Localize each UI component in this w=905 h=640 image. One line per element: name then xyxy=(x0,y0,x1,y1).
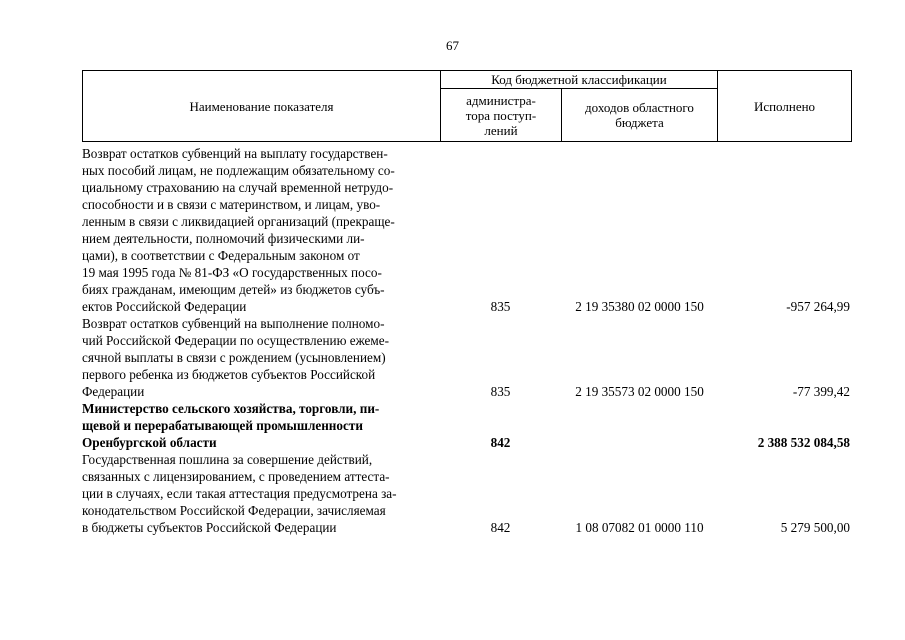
row-executed-amount: -77 399,42 xyxy=(792,384,850,399)
row-indicator-name: Возврат остатков субвенций на выплату государствен- ных пособий лицам, не подлежащим обязательному со- циальному страхованию на случай временной нетрудо- способности и в связи с материнством, и лицам, уво- ленным в связи с ликвидацией организаций (прекраще- нием деятельности, полномочий физическими ли- цами), в соответствии с Федеральным законом от 19 мая 1995 года № 81-ФЗ «О государственных посо- биях гражданам, имеющим детей» из бюджетов субъ- ектов Российской Федерации xyxy=(82,146,395,314)
row-administrator-code: 835 xyxy=(490,384,511,399)
page-number: 67 xyxy=(446,38,459,53)
table-row xyxy=(82,315,852,400)
table-row xyxy=(82,451,852,536)
header-executed: Исполнено xyxy=(753,98,816,114)
header-indicator-name: Наименование показателя xyxy=(189,98,334,114)
header-budget-code-group: Код бюджетной классификации xyxy=(491,72,667,87)
table-row-ministry xyxy=(82,400,852,451)
row-indicator-name: Министерство сельского хозяйства, торговли, пи- щевой и перерабатывающей промышленности Оренбургской области xyxy=(82,401,380,450)
row-administrator-code: 842 xyxy=(490,435,511,450)
row-indicator-name: Государственная пошлина за совершение действий, связанных с лицензированием, с проведением аттеста- ции в случаях, если такая аттестация предусмотрена за- конодательством Российской Федерации, зачисляемая в бюджеты субъектов Российской Федерации xyxy=(82,452,397,535)
row-administrator-code: 842 xyxy=(490,520,511,535)
table-header xyxy=(82,70,852,142)
row-indicator-name: Возврат остатков субвенций на выполнение полномо- чий Российской Федерации по осуществлению ежеме- сячной выплаты в связи с рождением (усыновлением) первого ребенка из бюджетов субъектов Российской Федерации xyxy=(82,316,389,399)
table-row xyxy=(82,145,852,315)
row-budget-code: 2 19 35380 02 0000 150 xyxy=(575,299,704,314)
row-executed-amount: -957 264,99 xyxy=(786,299,850,314)
row-administrator-code: 835 xyxy=(490,299,511,314)
row-budget-code: 1 08 07082 01 0000 110 xyxy=(575,520,704,535)
header-administrator: администра- тора поступ- лений xyxy=(465,92,537,138)
row-executed-amount: 2 388 532 084,58 xyxy=(757,435,850,450)
header-regional-income: доходов областного бюджета xyxy=(585,100,694,130)
row-budget-code: 2 19 35573 02 0000 150 xyxy=(575,384,704,399)
row-executed-amount: 5 279 500,00 xyxy=(780,520,850,535)
